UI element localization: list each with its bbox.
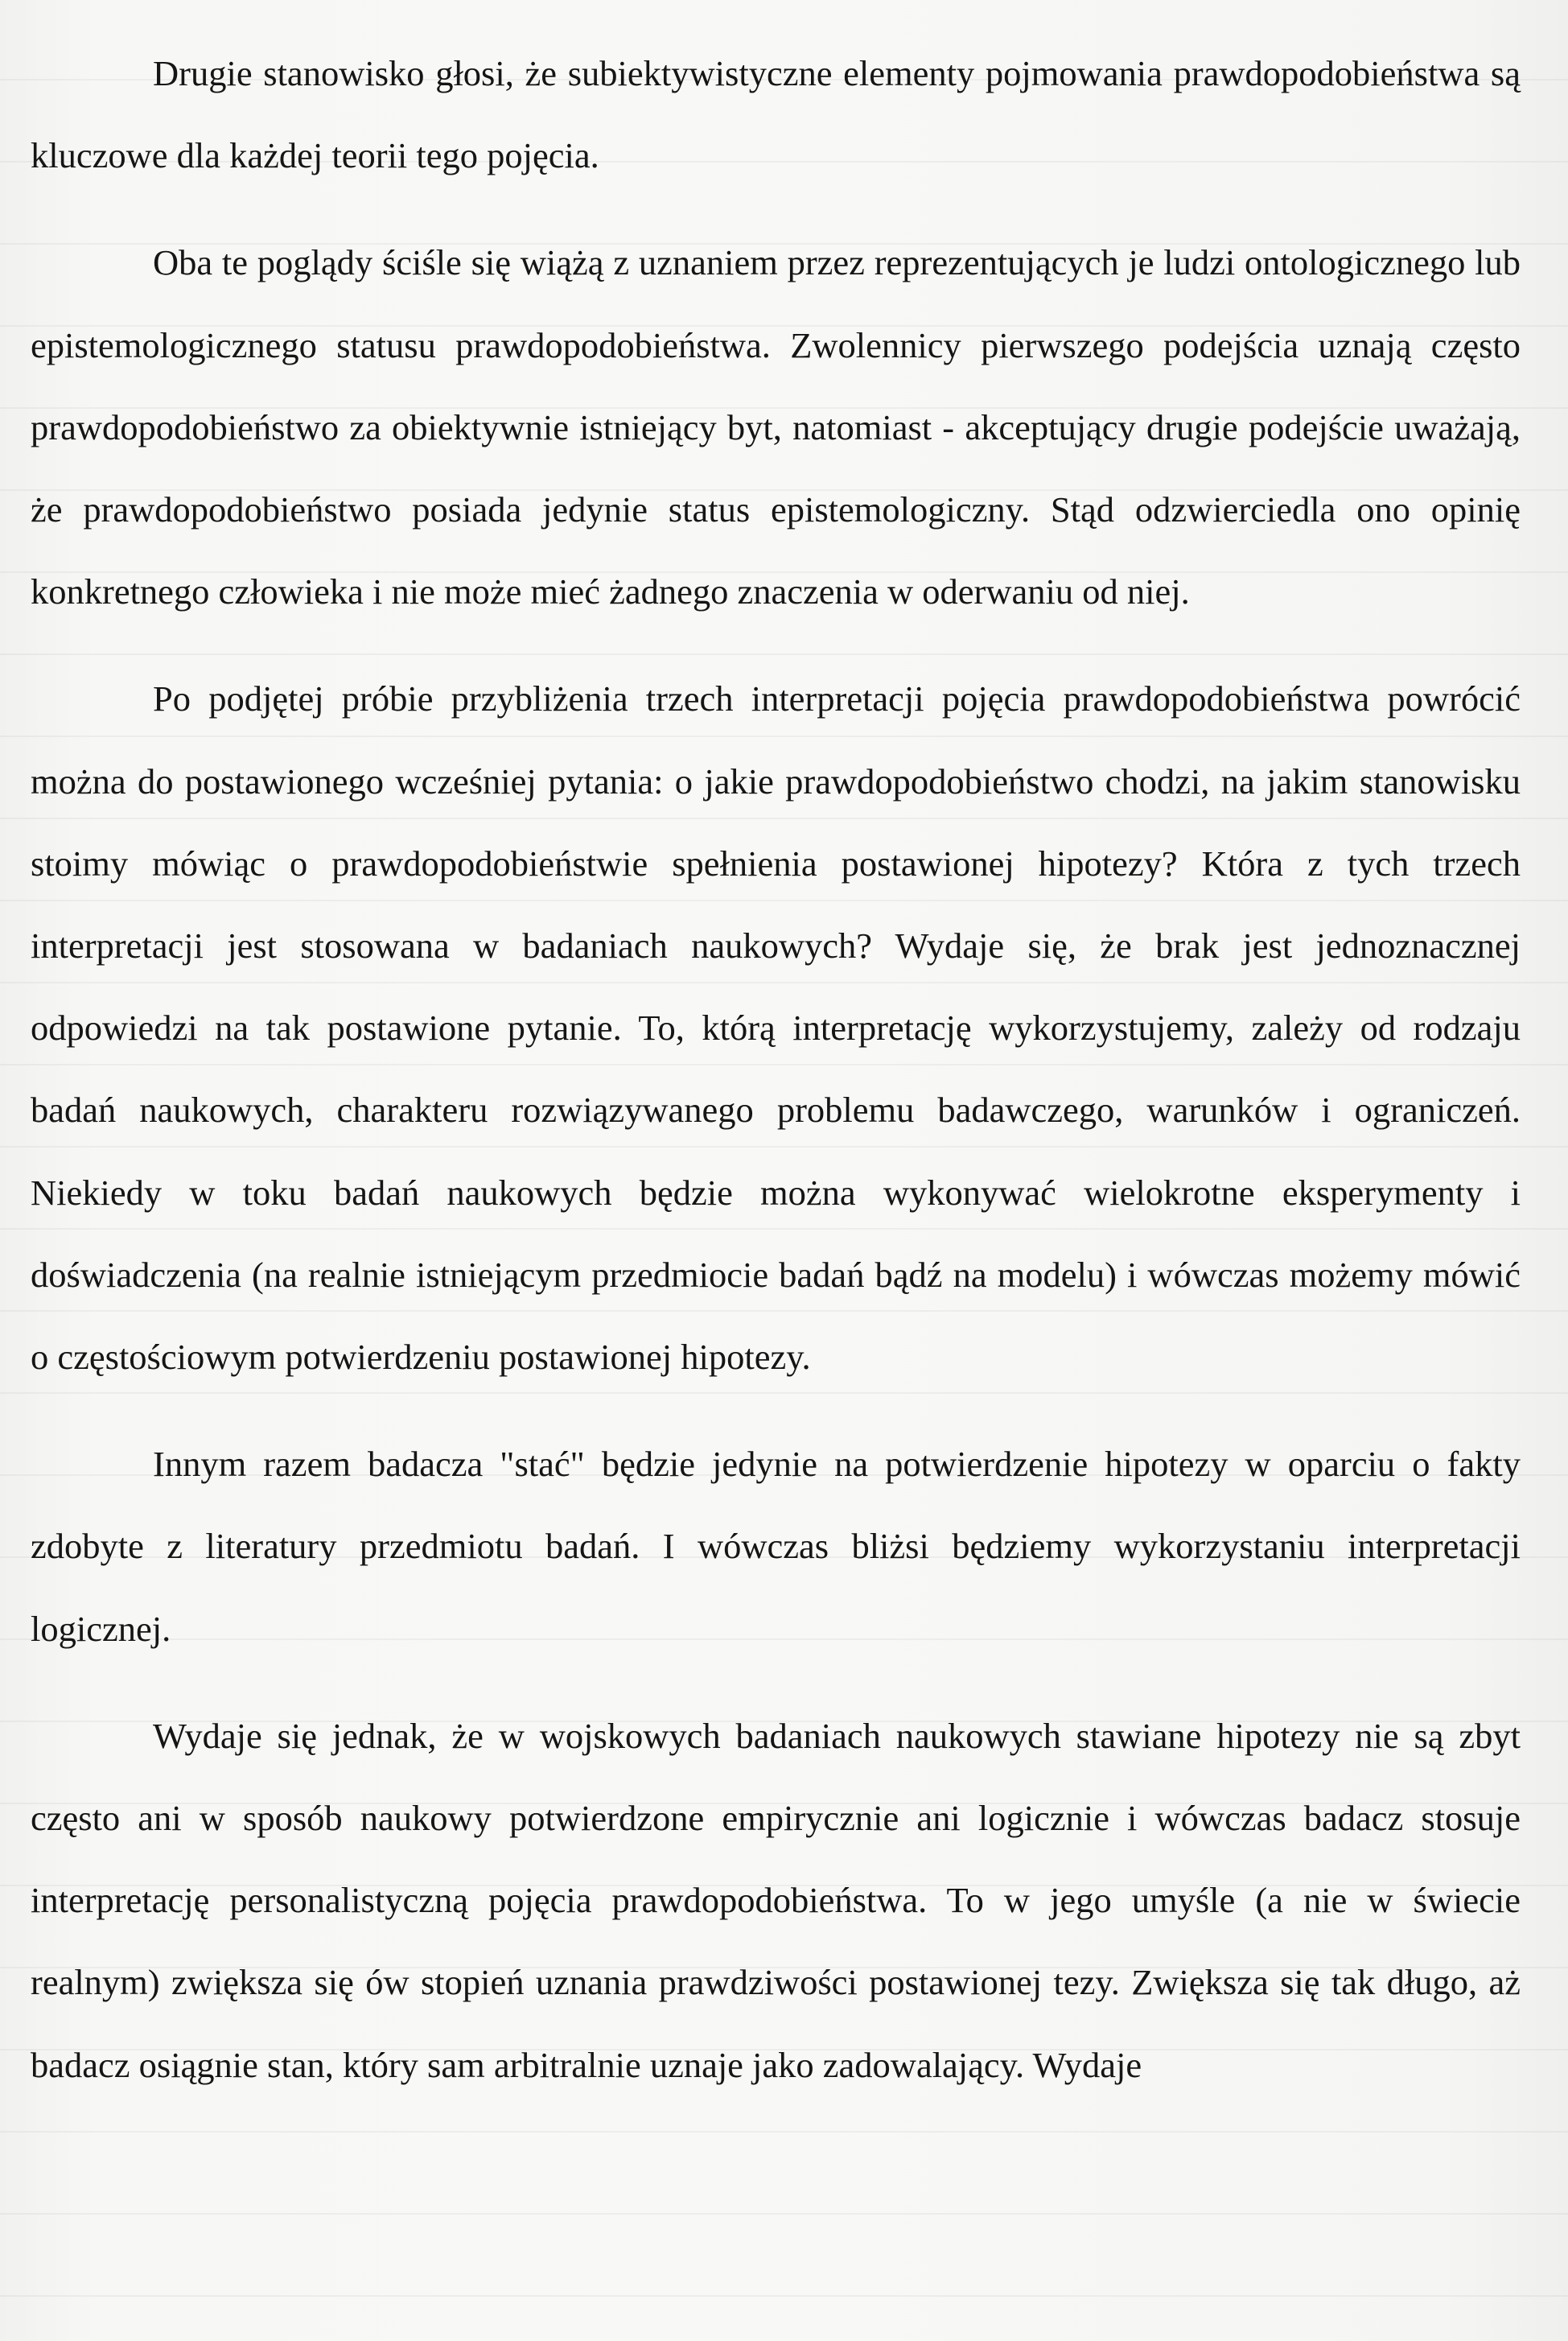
body-text [31,32,1521,2106]
paragraph-3: Po podjętej próbie przybliżenia trzech interpretacji pojęcia prawdopodobieństwa powrócić można do postawionego wcześniej pytania: o jakie prawdopodobieństwo chodzi, na jakim stanowisku stoimy mówiąc o prawdopodobieństwie spełnienia postawionej hipotezy? Która z tych trzech interpretacji jest stosowana w badaniach naukowych? Wydaje się, że brak jest jednoznacznej odpowiedzi na tak postawione pytanie. To, którą interpretację wykorzystujemy, zależy od rodzaju badań naukowych, charakteru rozwiązywanego problemu badawczego, warunków i ograniczeń. Niekiedy w toku badań naukowych będzie można wykonywać wielokrotne eksperymenty i doświadczenia (na realnie istniejącym przedmiocie badań bądź na modelu) i wówczas możemy mówić o częstościowym potwierdzeniu postawionej hipotezy. [31,678,1521,1378]
paragraph-4: Innym razem badacza "stać" będzie jedynie na potwierdzenie hipotezy w oparciu o fakty zdobyte z literatury przedmiotu badań. I wówczas bliżsi będziemy wykorzystaniu interpretacji logicznej. [31,1444,1521,1649]
paragraph-5: Wydaje się jednak, że w wojskowych badaniach naukowych stawiane hipotezy nie są zbyt często ani w sposób naukowy potwierdzone empirycznie ani logicznie i wówczas badacz stosuje interpretację personalistyczną pojęcia prawdopodobieństwa. To w jego umyśle (a nie w świecie realnym) zwiększa się ów stopień uznania prawdziwości postawionej tezy. Zwiększa się tak długo, aż badacz osiągnie stan, który sam arbitralnie uznaje jako zadowalający. Wydaje [31,1715,1521,2085]
paragraph-1: Drugie stanowisko głosi, że subiektywistyczne elementy pojmowania prawdopodobieństwa są kluczowe dla każdej teorii tego pojęcia. [31,53,1521,176]
paragraph-2: Oba te poglądy ściśle się wiążą z uznaniem przez reprezentujących je ludzi ontologicznego lub epistemologicznego statusu prawdopodobieństwa. Zwolennicy pierwszego podejścia uznają często prawdopodobieństwo za obiektywnie istniejący byt, natomiast - akceptujący drugie podejście uważają, że prawdopodobieństwo posiada jedynie status epistemologiczny. Stąd odzwierciedla ono opinię konkretnego człowieka i nie może mieć żadnego znaczenia w oderwaniu od niej. [31,242,1521,612]
